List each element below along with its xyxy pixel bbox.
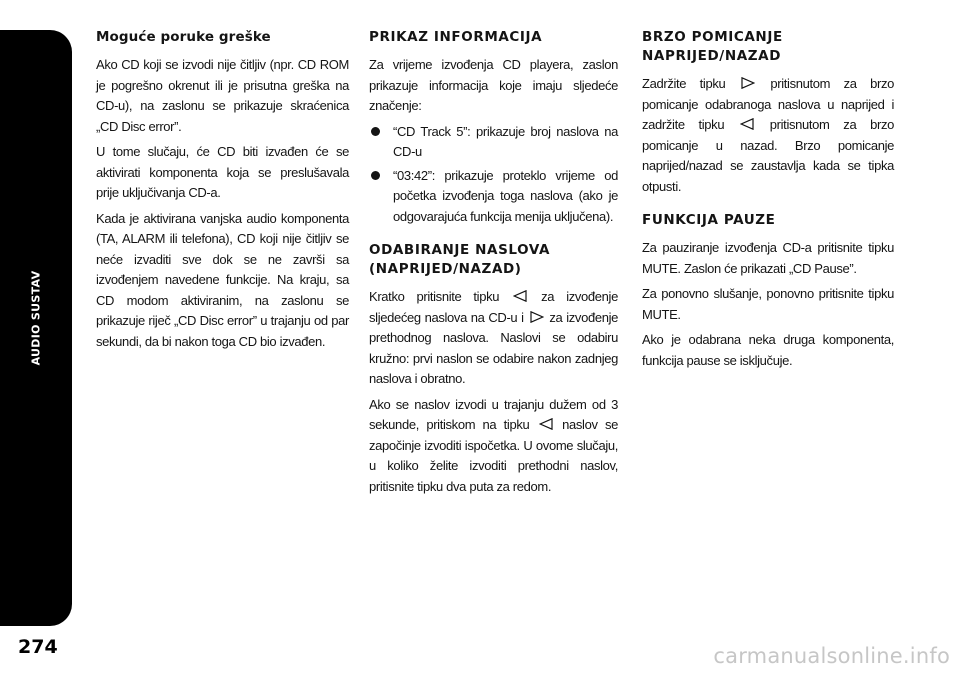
heading-track-select <box>369 241 618 279</box>
right-arrow-icon <box>530 311 544 323</box>
heading-pause-function: FUNKCIJA PAUZE <box>642 212 776 228</box>
paragraph-text: za izvođenje prethodnog naslova. Naslovi se odabiru kružno: prvi naslon se odabire nakon zadnjeg naslova i obratno. <box>369 309 619 386</box>
list-item-text: “CD Track 5”: prikazuje broj naslova na CD-u <box>393 123 618 159</box>
heading-line: (NAPRIJED/NAZAD) <box>369 261 522 277</box>
paragraph-text: Ako se naslov izvodi u trajanju dužem od 3 sekunde, pritiskom na tipku <box>369 396 618 432</box>
list-item <box>369 166 618 228</box>
paragraph-text: Zadržite tipku <box>642 76 726 91</box>
paragraph <box>642 74 894 197</box>
bullet-list <box>369 122 618 228</box>
heading-fast-forward <box>642 28 894 66</box>
paragraph: Za ponovno slušanje, ponovno pritisnite tipku MUTE. <box>642 286 894 322</box>
column-middle <box>369 28 618 502</box>
list-item <box>369 122 618 163</box>
bullet-icon <box>371 127 380 136</box>
paragraph-text: pritisnutom za brzo pomicanje odabranoga naslova u naprijed i zadržite tipku <box>642 76 895 132</box>
column-left <box>96 28 349 357</box>
heading-line: BRZO POMICANJE <box>642 29 783 45</box>
watermark: carmanualsonline.info <box>713 644 950 668</box>
paragraph: Za vrijeme izvođenja CD playera, zaslon prikazuje informacija koje imaju sljedeće značenje: <box>369 57 618 113</box>
section-label: AUDIO SUSTAV <box>29 270 43 366</box>
left-arrow-icon <box>513 290 527 302</box>
heading-line: ODABIRANJE NASLOVA <box>369 242 551 258</box>
right-arrow-icon <box>741 77 755 89</box>
paragraph: Ako je odabrana neka druga komponenta, funkcija pause se isključuje. <box>642 332 894 368</box>
paragraph-text: pritisnutom za brzo pomicanje u nazad. Brzo pomicanje naprijed/nazad se zaustavlja kada se tipka otpusti. <box>642 117 894 194</box>
heading-info-display: PRIKAZ INFORMACIJA <box>369 29 543 45</box>
paragraph: U tome slučaju, će CD biti izvađen će se aktivirati komponenta koja se preslušavala prije uključivanja CD-a. <box>96 144 349 200</box>
bullet-icon <box>371 171 380 180</box>
paragraph: Ako CD koji se izvodi nije čitljiv (npr. CD ROM je pogrešno okrenut ili je prisutna greška na CD-u), na zaslonu se prikazuje skraćenica „CD Disc error”. <box>96 57 349 134</box>
left-arrow-icon <box>539 418 553 430</box>
paragraph: Za pauziranje izvođenja CD-a pritisnite tipku MUTE. Zaslon će prikazati „CD Pause”. <box>642 240 894 276</box>
left-arrow-icon <box>740 118 754 130</box>
heading-line: NAPRIJED/NAZAD <box>642 48 782 64</box>
paragraph: Kada je aktivirana vanjska audio komponenta (TA, ALARM ili telefona), CD koji nije čitljiv se neće izvaditi sve dok se ne završi sa izvođenjem navedene funkcije. Na kraju, sa CD modom aktiviranim, na zaslonu se prikazuje riječ „CD Disc error” u trajanju od par sekundi, da bi nakon toga CD bio izvađen. <box>96 210 349 349</box>
column-right <box>642 28 894 376</box>
paragraph-text: Kratko pritisnite tipku <box>369 289 500 304</box>
paragraph-text: naslov se započinje izvoditi ispočetka. U ovome slučaju, u koliko želite izvoditi prethodni naslov, pritisnite tipku dva puta za redom. <box>369 417 619 494</box>
list-item-text: “03:42”: prikazuje proteklo vrijeme od početka izvođenja toga naslova (ako je odgovarajuća funkcija menija uključena). <box>393 167 618 224</box>
paragraph-text: za izvođenje sljedećeg naslova na CD-u i <box>369 289 618 325</box>
heading-error-messages: Moguće poruke greške <box>96 29 271 45</box>
page-number: 274 <box>18 636 58 658</box>
paragraph <box>369 395 618 498</box>
paragraph <box>369 287 618 390</box>
